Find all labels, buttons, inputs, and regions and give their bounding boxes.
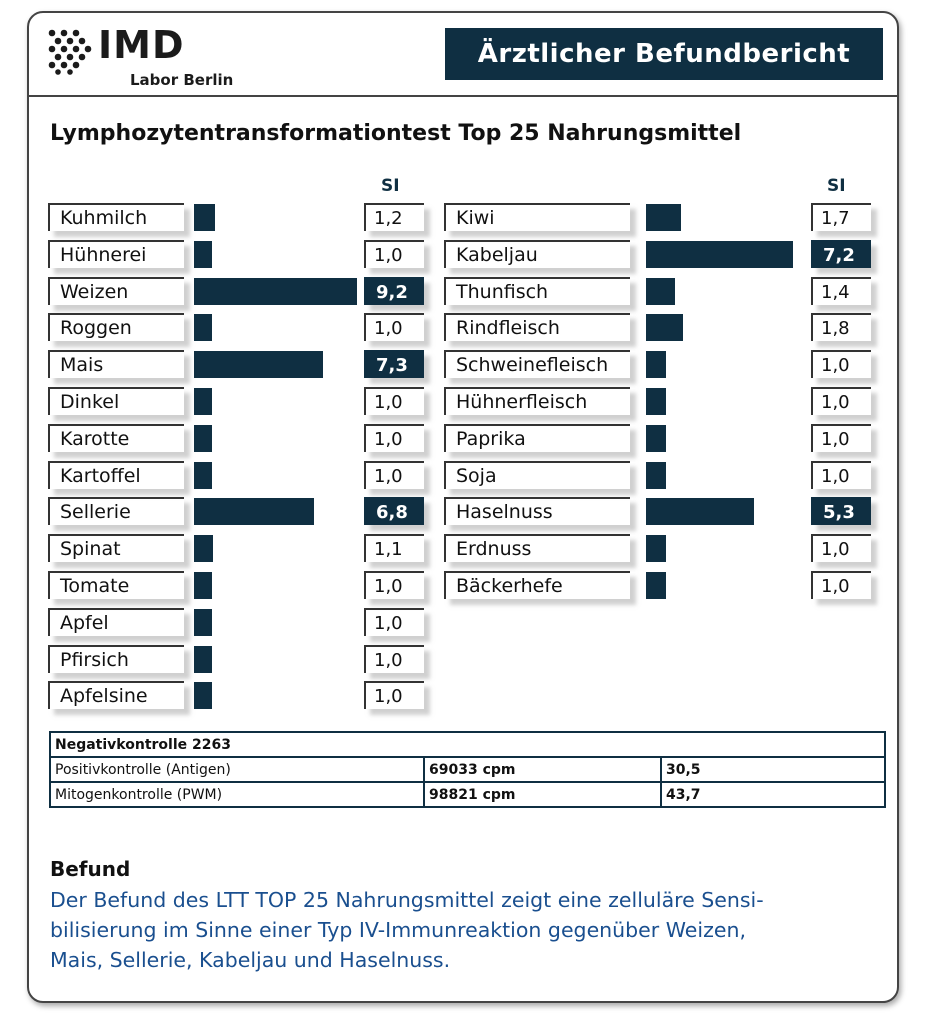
food-label: Kuhmilch	[48, 203, 184, 231]
report-title: Ärztlicher Befundbericht	[445, 28, 883, 80]
food-row	[48, 461, 438, 491]
food-row	[444, 350, 884, 380]
food-row	[48, 534, 438, 564]
food-row	[48, 571, 438, 601]
si-bar	[646, 425, 666, 452]
si-value: 1,0	[811, 387, 871, 415]
food-label: Weizen	[48, 277, 184, 305]
food-label: Erdnuss	[444, 534, 630, 562]
food-label: Schweinefleisch	[444, 350, 630, 378]
food-label: Kiwi	[444, 203, 630, 231]
si-value: 5,3	[811, 497, 871, 525]
befund-line-1: Der Befund des LTT TOP 25 Nahrungsmittel zeigt eine zelluläre Sensi-	[50, 888, 764, 912]
food-row	[444, 461, 884, 491]
si-value: 1,4	[811, 277, 871, 305]
si-bar	[646, 388, 666, 415]
si-value: 1,0	[364, 608, 424, 636]
food-row	[48, 424, 438, 454]
si-bar	[194, 682, 212, 709]
logo-subtitle: Labor Berlin	[130, 71, 234, 89]
food-row	[48, 203, 438, 233]
si-bar	[646, 535, 666, 562]
food-row	[48, 645, 438, 675]
si-bar	[194, 278, 357, 305]
positive-control-row	[50, 757, 885, 782]
food-label: Apfelsine	[48, 681, 184, 709]
controls-table	[49, 731, 886, 808]
befund-text	[50, 885, 890, 975]
befund-heading: Befund	[50, 857, 131, 881]
food-row	[444, 497, 884, 527]
food-row	[444, 203, 884, 233]
food-row	[48, 681, 438, 711]
food-row	[48, 313, 438, 343]
food-label: Hühnerei	[48, 240, 184, 268]
food-label: Thunfisch	[444, 277, 630, 305]
mitogen-control-label: Mitogenkontrolle (PWM)	[50, 782, 424, 807]
mitogen-control-row	[50, 782, 885, 807]
befund-line-2: bilisierung im Sinne einer Typ IV-Immunreaktion gegenüber Weizen,	[50, 918, 746, 942]
si-value: 1,8	[811, 313, 871, 341]
si-value: 1,0	[364, 571, 424, 599]
si-value: 1,0	[811, 424, 871, 452]
positive-control-label: Positivkontrolle (Antigen)	[50, 757, 424, 782]
food-row	[444, 387, 884, 417]
si-bar	[194, 204, 215, 231]
si-bar	[194, 462, 212, 489]
si-value: 6,8	[364, 497, 424, 525]
food-label: Roggen	[48, 313, 184, 341]
food-row	[48, 240, 438, 270]
food-row	[444, 277, 884, 307]
si-bar	[646, 572, 666, 599]
food-label: Dinkel	[48, 387, 184, 415]
food-label: Sellerie	[48, 497, 184, 525]
food-row	[48, 497, 438, 527]
si-value: 1,2	[364, 203, 424, 231]
si-bar	[646, 498, 754, 525]
si-value: 9,2	[364, 277, 424, 305]
food-row	[48, 350, 438, 380]
si-value: 1,1	[364, 534, 424, 562]
food-row	[48, 277, 438, 307]
si-value: 1,0	[811, 571, 871, 599]
food-label: Pfirsich	[48, 645, 184, 673]
food-label: Paprika	[444, 424, 630, 452]
si-bar	[194, 572, 212, 599]
si-bar	[194, 314, 212, 341]
positive-control-si: 30,5	[661, 757, 885, 782]
negative-control: Negativkontrolle 2263	[50, 732, 885, 757]
si-bar	[194, 241, 212, 268]
mitogen-control-si: 43,7	[661, 782, 885, 807]
si-value: 1,0	[364, 424, 424, 452]
si-value: 1,7	[811, 203, 871, 231]
si-bar	[646, 278, 675, 305]
si-value: 1,0	[364, 645, 424, 673]
food-label: Karotte	[48, 424, 184, 452]
food-label: Kabeljau	[444, 240, 630, 268]
food-label: Rindfleisch	[444, 313, 630, 341]
food-label: Bäckerhefe	[444, 571, 630, 599]
si-value: 1,0	[364, 240, 424, 268]
food-row	[444, 534, 884, 564]
si-value: 7,3	[364, 350, 424, 378]
logo-dots-icon	[46, 27, 94, 75]
si-bar	[194, 351, 323, 378]
food-label: Soja	[444, 461, 630, 489]
imd-logo	[46, 23, 246, 89]
si-value: 1,0	[811, 461, 871, 489]
si-header-right: SI	[827, 176, 846, 196]
mitogen-control-cpm: 98821 cpm	[424, 782, 661, 807]
si-bar	[646, 241, 793, 268]
si-bar	[194, 498, 314, 525]
food-row	[444, 240, 884, 270]
si-bar	[646, 204, 681, 231]
si-bar	[194, 388, 212, 415]
si-bar	[194, 535, 213, 562]
page-title: Lymphozytentransformationtest Top 25 Nahrungsmittel	[50, 121, 742, 146]
negative-control-row	[50, 732, 885, 757]
food-label: Kartoffel	[48, 461, 184, 489]
si-value: 1,0	[364, 681, 424, 709]
si-bar	[646, 314, 683, 341]
si-header-left: SI	[381, 176, 400, 196]
si-bar	[194, 425, 212, 452]
food-row	[444, 313, 884, 343]
food-label: Tomate	[48, 571, 184, 599]
si-bar	[646, 462, 666, 489]
food-row	[48, 387, 438, 417]
si-value: 7,2	[811, 240, 871, 268]
food-label: Hühnerfleisch	[444, 387, 630, 415]
food-label: Spinat	[48, 534, 184, 562]
si-value: 1,0	[364, 461, 424, 489]
si-value: 1,0	[364, 387, 424, 415]
food-label: Mais	[48, 350, 184, 378]
food-row	[48, 608, 438, 638]
food-label: Haselnuss	[444, 497, 630, 525]
food-row	[444, 424, 884, 454]
food-row	[444, 571, 884, 601]
food-label: Apfel	[48, 608, 184, 636]
si-value: 1,0	[364, 313, 424, 341]
si-value: 1,0	[811, 534, 871, 562]
header-divider	[27, 95, 899, 97]
logo-name: IMD	[98, 23, 185, 67]
si-value: 1,0	[811, 350, 871, 378]
si-bar	[646, 351, 666, 378]
si-bar	[194, 646, 212, 673]
si-bar	[194, 609, 212, 636]
befund-line-3: Mais, Sellerie, Kabeljau und Haselnuss.	[50, 948, 451, 972]
positive-control-cpm: 69033 cpm	[424, 757, 661, 782]
